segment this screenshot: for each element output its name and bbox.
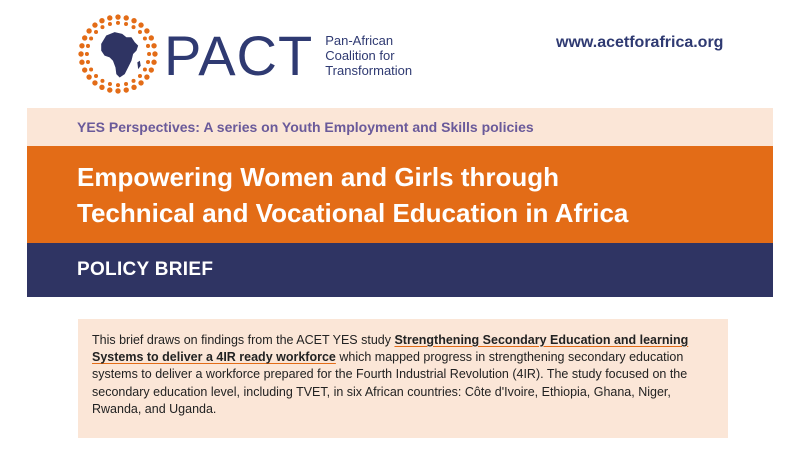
sun-ray-dot [149, 35, 154, 40]
sun-ray-dot [85, 52, 89, 56]
sun-ray-dot [124, 22, 128, 26]
sun-ray-dot [115, 14, 120, 19]
study-title-link[interactable]: Strengthening Secondary Education and learning Systems to deliver a 4IR ready workforce [92, 333, 689, 365]
sun-ray-dot [100, 25, 104, 29]
document-title-line: Empowering Women and Girls through [77, 162, 559, 192]
website-link[interactable]: www.acetforafrica.org [556, 34, 724, 51]
sun-ray-dot [86, 74, 91, 79]
sun-ray-dot [89, 36, 93, 40]
sun-ray-dot [124, 87, 129, 92]
sun-ray-dot [92, 80, 97, 85]
sun-ray-dot [151, 43, 156, 48]
sun-ray-dot [146, 60, 150, 64]
sun-ray-dot [79, 60, 84, 65]
sun-ray-dot [108, 82, 112, 86]
doc-type-label: POLICY BRIEF [77, 259, 214, 280]
sun-ray-dot [131, 18, 136, 23]
doc-type-banner [27, 243, 773, 297]
sun-ray-dot [94, 30, 98, 34]
sun-ray-dot [138, 30, 142, 34]
series-label: YES Perspectives: A series on Youth Employment and Skills policies [77, 119, 534, 135]
sun-ray-dot [143, 36, 147, 40]
logo-tagline-line: Coalition for [325, 47, 395, 63]
document-title [77, 159, 628, 231]
sun-ray-dot [143, 68, 147, 72]
logo-wordmark: PACT [164, 24, 314, 87]
sun-ray-dot [151, 60, 156, 65]
sun-ray-dot [107, 15, 112, 20]
africa-sun-emblem-icon [76, 12, 160, 96]
sun-ray-dot [116, 83, 120, 87]
sun-ray-dot [131, 85, 136, 90]
sun-ray-dot [144, 28, 149, 33]
sun-ray-dot [86, 44, 90, 48]
sun-ray-dot [138, 22, 143, 27]
sun-ray-dot [108, 22, 112, 26]
sun-ray-dot [138, 74, 142, 78]
sun-ray-dot [132, 25, 136, 29]
sun-ray-dot [89, 68, 93, 72]
sun-ray-dot [138, 80, 143, 85]
sun-ray-dot [86, 60, 90, 64]
summary-box [78, 319, 728, 438]
sun-ray-dot [78, 51, 83, 56]
series-banner [27, 108, 773, 146]
summary-lead: This brief draws on findings from the ACET YES study [92, 333, 395, 347]
sun-ray-dot [92, 22, 97, 27]
title-banner [27, 146, 773, 243]
sun-ray-dot [82, 35, 87, 40]
sun-ray-dot [82, 67, 87, 72]
summary-paragraph [92, 332, 717, 418]
sun-ray-dot [152, 51, 157, 56]
sun-ray-dot [94, 74, 98, 78]
sun-ray-dot [149, 67, 154, 72]
sun-ray-dot [147, 52, 151, 56]
sun-ray-dot [99, 85, 104, 90]
sun-ray-dot [99, 18, 104, 23]
logo-tagline-line: Transformation [325, 62, 413, 78]
sun-ray-dot [124, 15, 129, 20]
logo-tagline-line: Pan-African [325, 32, 394, 48]
summary-body: which mapped progress in strengthening secondary education systems to deliver a workforce prepared for the Fourth Industrial Revolution (4IR). The study focused on the secondary education level, including TVET, in six African countries: Côte d'Ivoire, Ethiopia, Ghana, Niger, Rwanda, and Uganda. [92, 350, 688, 416]
sun-ray-dot [100, 79, 104, 83]
pact-logo [76, 14, 412, 94]
sun-ray-dot [124, 82, 128, 86]
sun-ray-dot [79, 43, 84, 48]
sun-ray-dot [86, 28, 91, 33]
sun-ray-dot [115, 88, 120, 93]
sun-ray-dot [146, 44, 150, 48]
sun-ray-dot [107, 87, 112, 92]
document-title-line: Technical and Vocational Education in Africa [77, 198, 629, 228]
sun-ray-dot [144, 74, 149, 79]
logo-tagline [325, 33, 412, 78]
sun-ray-dot [132, 79, 136, 83]
sun-ray-dot [116, 21, 120, 25]
